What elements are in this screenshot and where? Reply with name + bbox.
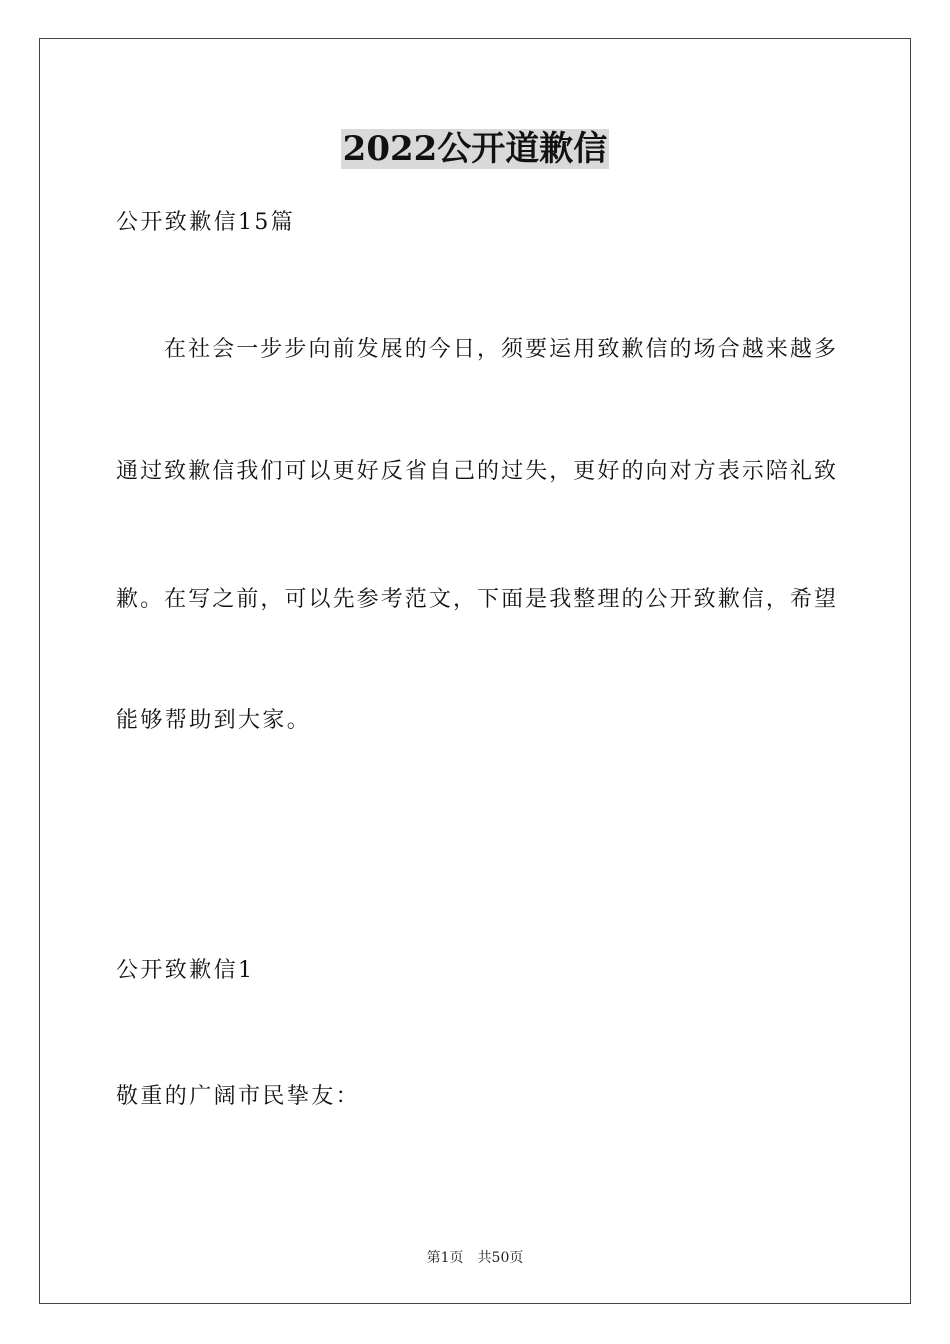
document-title-text: 2022公开道歉信 <box>342 129 608 169</box>
intro-line-3: 歉。在写之前，可以先参考范文，下面是我整理的公开致歉信，希望 <box>116 587 836 612</box>
intro-line-1: 在社会一步步向前发展的今日，须要运用致歉信的场合越来越多 <box>164 337 836 362</box>
intro-line-4: 能够帮助到大家。 <box>116 708 312 733</box>
letter-salutation: 敬重的广阔市民挚友： <box>116 1084 361 1109</box>
section-heading: 公开致歉信1 <box>116 958 255 983</box>
document-title <box>0 126 950 172</box>
page-footer <box>0 1248 950 1268</box>
page-total: 共50页 <box>477 1250 524 1266</box>
document-subtitle: 公开致歉信15篇 <box>116 210 296 235</box>
page-number: 第1页 <box>426 1250 464 1266</box>
intro-line-2: 通过致歉信我们可以更好反省自己的过失，更好的向对方表示陪礼致 <box>116 459 836 484</box>
